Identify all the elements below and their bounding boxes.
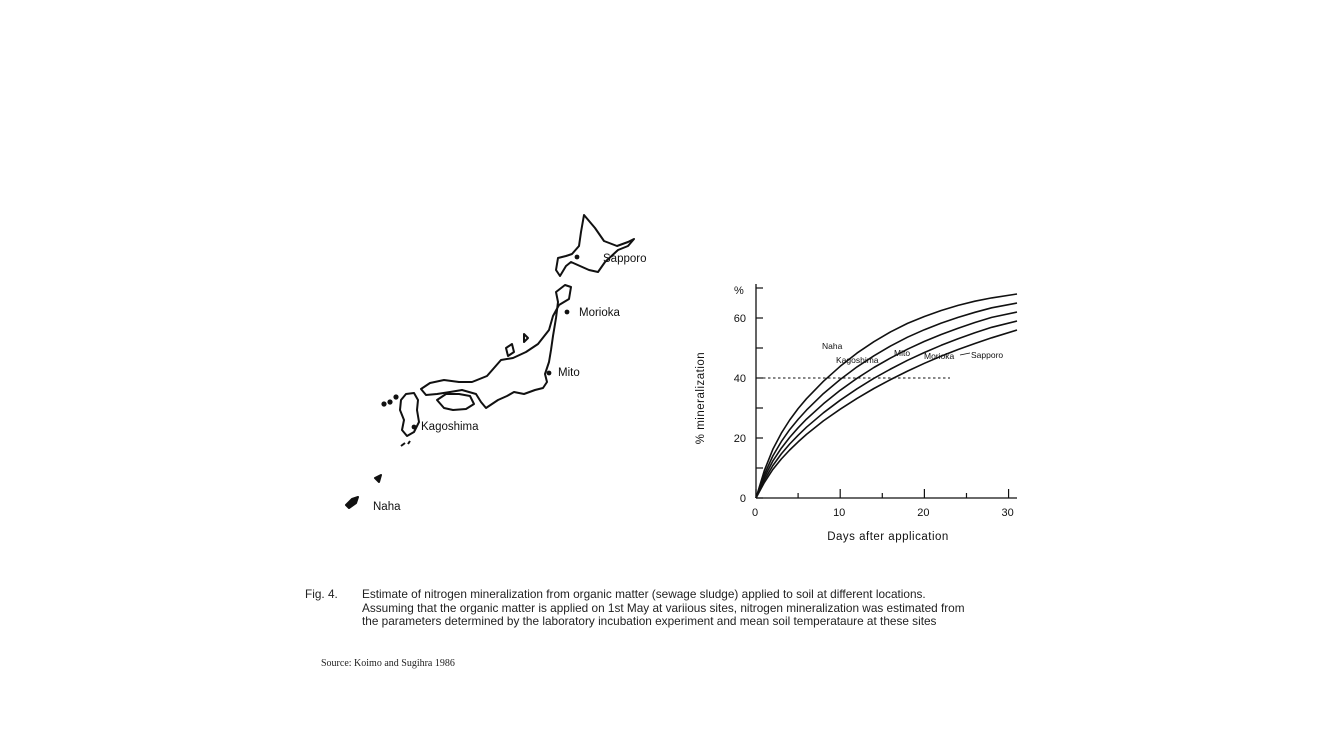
amami-island [375,475,381,482]
map-label-mito: Mito [558,367,580,379]
series-label-kagoshima: Kagoshima [836,355,879,365]
series-label-morioka: Morioka [924,351,955,361]
series-label-sapporo: Sapporo [971,350,1004,360]
yakushima-island [408,441,410,444]
site-marker-sapporo [575,255,580,260]
island-dot [394,395,397,398]
map-label-kagoshima: Kagoshima [421,421,479,433]
okinawa-island [346,497,358,508]
hokkaido-outline [556,215,634,276]
x-tick-label: 30 [1001,507,1014,519]
sado-island [524,334,528,342]
site-marker-mito [547,371,552,376]
y-tick-label: 40 [733,373,746,385]
site-marker-kagoshima [412,425,417,430]
y-tick-label: 20 [733,433,746,445]
kyushu-outline [400,393,419,436]
map-label-morioka: Morioka [579,307,620,319]
honshu-outline [421,285,571,408]
y-tick-label: 60 [733,313,746,325]
tanegashima-island [401,443,405,446]
series-line-naha [756,294,1017,498]
map-label-naha: Naha [373,501,401,513]
x-tick-label: 20 [917,507,930,519]
x-tick-label: 0 [751,507,759,519]
map-label-sapporo: Sapporo [603,253,647,265]
figure-number: Fig. 4. [305,587,338,601]
series-label-leader [960,353,970,355]
series-line-mito [756,312,1017,498]
y-tick-label: 0 [739,493,746,505]
island-dot [388,400,391,403]
series-label-naha: Naha [822,341,843,351]
island-dot [382,402,385,405]
y-axis-title: % mineralization [695,351,707,445]
x-axis-title: Days after application [827,531,949,543]
mineralization-chart [695,284,1017,543]
shikoku-outline [437,394,474,410]
series-label-mito: Mito [894,348,911,358]
noto-peninsula [506,344,514,356]
figure-caption [305,588,965,629]
y-unit-label: % [734,285,744,297]
source-citation: Source: Koimo and Sugihra 1986 [321,658,455,669]
site-marker-morioka [565,310,570,315]
x-tick-label: 10 [833,507,846,519]
caption-text: Estimate of nitrogen mineralization from organic matter (sewage sludge) applied to soil at different locations. Assuming that the organic matter is applied on 1st May at variious sites, nitrogen mineralization was estimated from the parameters determined by the laboratory incubation experiment and mean soil temperataure at these sites [362,587,965,629]
japan-map [346,215,634,508]
